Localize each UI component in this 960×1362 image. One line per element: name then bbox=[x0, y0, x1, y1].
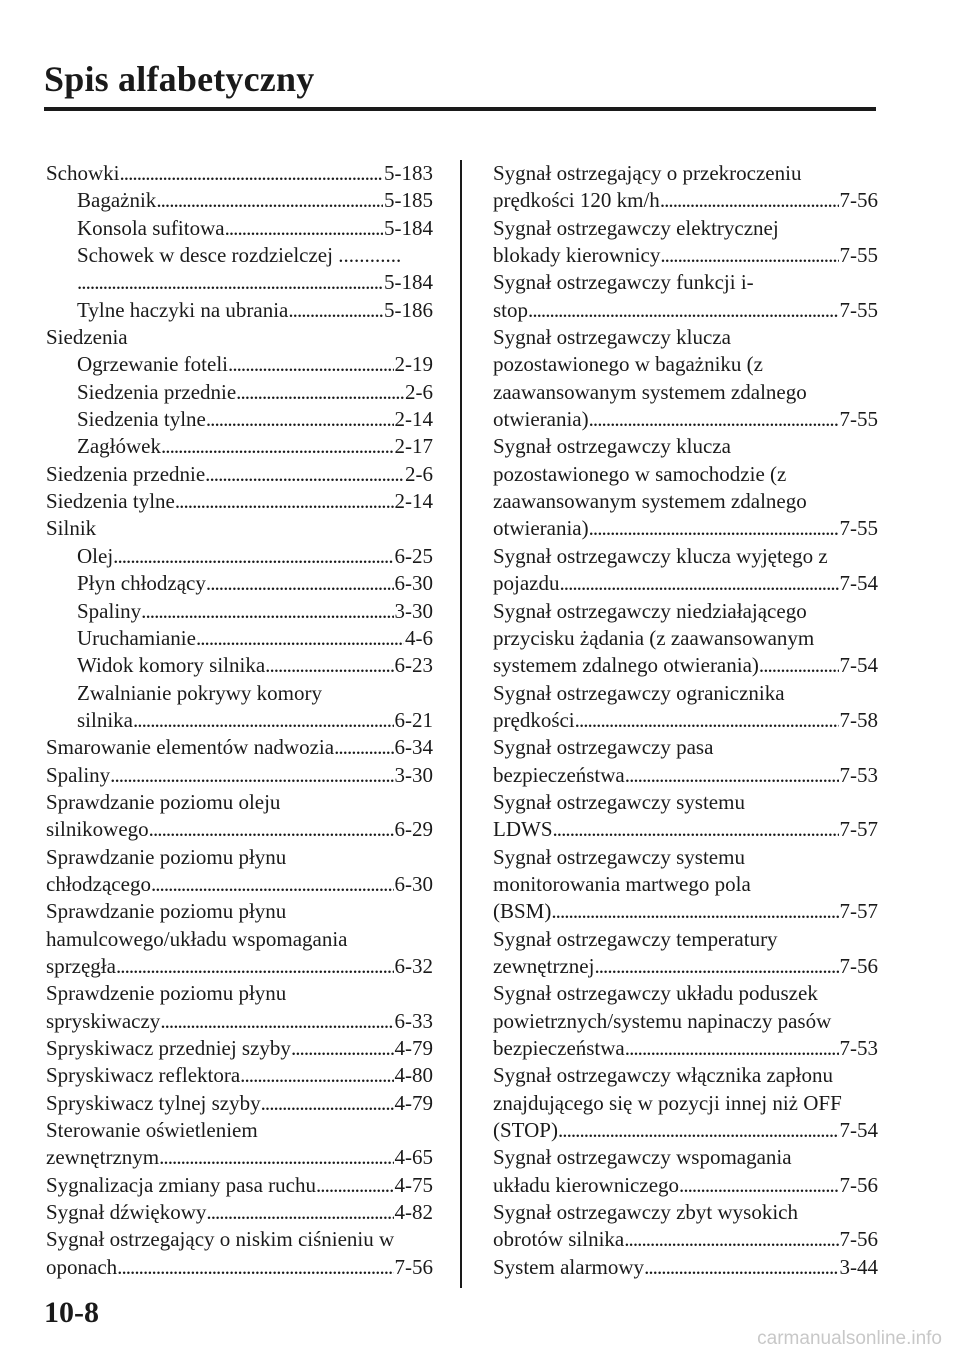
dot-leader bbox=[159, 1144, 393, 1171]
index-entry-term: Spaliny bbox=[46, 762, 111, 787]
index-entry bbox=[46, 1226, 433, 1281]
index-entry-term: pojazdu bbox=[493, 571, 560, 596]
dot-leader bbox=[660, 242, 838, 269]
index-entry bbox=[46, 515, 433, 542]
dot-leader bbox=[206, 570, 394, 597]
index-entry-page-ref: 7-56 bbox=[839, 1172, 878, 1197]
index-entry-leader-row bbox=[46, 297, 433, 324]
index-entry-line: pozostawionego w samochodzie (z bbox=[493, 461, 787, 486]
index-entry-page-ref: 5-184 bbox=[384, 270, 433, 295]
dot-leader bbox=[551, 898, 838, 925]
index-entry-page-ref: 7-55 bbox=[839, 297, 878, 322]
page-number: 10-8 bbox=[44, 1296, 99, 1329]
index-entry-term: bezpieczeństwa bbox=[493, 1036, 625, 1060]
index-entry-page-ref: 7-56 bbox=[839, 953, 878, 978]
index-entry-line: Sygnał ostrzegający o niskim ciśnieniu w bbox=[46, 1227, 395, 1252]
dot-leader bbox=[156, 187, 383, 214]
index-entry bbox=[46, 433, 433, 460]
index-entry-line: Sygnał ostrzegawczy klucza bbox=[493, 325, 731, 350]
index-entry-line: powietrznych/systemu napinaczy pasów bbox=[493, 1008, 832, 1033]
index-entry-term: prędkości bbox=[493, 707, 575, 732]
index-entry-leader-row bbox=[46, 406, 433, 433]
index-entry-line: Sprawdzanie poziomu oleju bbox=[46, 789, 281, 814]
dot-leader bbox=[141, 598, 393, 625]
index-entry-page-ref: 4-6 bbox=[405, 625, 433, 650]
index-entry-term: prędkości 120 km/h bbox=[493, 188, 660, 213]
index-entry-page-ref: 7-55 bbox=[839, 243, 878, 268]
dot-leader bbox=[759, 652, 839, 679]
dot-leader bbox=[196, 625, 404, 652]
dot-leader bbox=[265, 652, 393, 679]
index-entry bbox=[46, 297, 433, 324]
index-entry-leader-row bbox=[46, 953, 433, 980]
index-entry-leader-row bbox=[46, 625, 433, 652]
watermark: carmanualsonline.info bbox=[757, 1328, 942, 1349]
index-entry-leader-row bbox=[46, 543, 433, 570]
index-entry-page-ref: 7-58 bbox=[839, 707, 878, 732]
index-entry-term: Spaliny bbox=[77, 598, 142, 623]
column-divider bbox=[460, 160, 462, 1288]
index-entry-page-ref: 2-14 bbox=[394, 407, 433, 432]
index-entry bbox=[493, 215, 878, 270]
index-entry bbox=[46, 406, 433, 433]
dot-leader bbox=[160, 1008, 393, 1035]
index-entry-page-ref: 6-32 bbox=[394, 953, 433, 978]
index-entry-page-ref: 6-29 bbox=[394, 817, 433, 842]
dot-leader bbox=[151, 871, 394, 898]
index-entry-page-ref: 4-79 bbox=[394, 1036, 433, 1060]
index-entry-line: Sygnał ostrzegawczy temperatury bbox=[493, 926, 778, 951]
index-entry bbox=[46, 488, 433, 515]
index-entry-page-ref: 2-6 bbox=[405, 461, 433, 486]
index-entry-leader-row bbox=[493, 297, 878, 324]
index-column-right bbox=[493, 160, 878, 1281]
index-entry bbox=[46, 543, 433, 570]
index-entry-leader-row bbox=[493, 1035, 878, 1062]
index-entry-term: Siedzenia tylne bbox=[46, 489, 175, 514]
index-entry-line: hamulcowego/układu wspomagania bbox=[46, 926, 348, 951]
index-entry-leader-row bbox=[46, 433, 433, 460]
index-entry-term: otwierania) bbox=[493, 407, 589, 432]
dot-leader bbox=[660, 187, 839, 214]
dot-leader bbox=[175, 488, 394, 515]
index-entry bbox=[46, 1062, 433, 1089]
index-entry bbox=[493, 433, 878, 542]
index-entry-term: Płyn chłodzący bbox=[77, 571, 206, 596]
index-entry-term: LDWS bbox=[493, 817, 553, 842]
index-entry-line: Sygnał ostrzegawczy systemu bbox=[493, 789, 745, 814]
dot-leader bbox=[559, 570, 838, 597]
index-entry-page-ref: 4-75 bbox=[394, 1172, 433, 1197]
dot-leader bbox=[110, 762, 393, 789]
dot-leader bbox=[291, 1035, 394, 1062]
index-entry-leader-row bbox=[46, 379, 433, 406]
dot-leader bbox=[679, 1172, 838, 1199]
index-entry bbox=[493, 789, 878, 844]
index-entry bbox=[493, 1254, 878, 1281]
dot-leader bbox=[228, 351, 393, 378]
index-entry-term: Siedzenia przednie bbox=[77, 379, 237, 404]
index-entry bbox=[46, 598, 433, 625]
index-entry-leader-row bbox=[493, 652, 878, 679]
index-entry-term: obrotów silnika bbox=[493, 1227, 625, 1252]
index-entry-page-ref: 5-185 bbox=[384, 188, 433, 213]
index-entry-line: Sprawdzenie poziomu płynu bbox=[46, 981, 287, 1006]
index-entry-leader-row bbox=[493, 570, 878, 597]
index-entry bbox=[46, 570, 433, 597]
index-entry bbox=[46, 324, 433, 351]
dot-leader bbox=[589, 406, 839, 433]
index-entry-page-ref: 7-56 bbox=[394, 1254, 433, 1279]
index-entry-term: blokady kierownicy bbox=[493, 243, 661, 268]
index-entry bbox=[493, 926, 878, 981]
index-entry-leader-row bbox=[46, 269, 433, 296]
index-entry-line: Zwalnianie pokrywy komory bbox=[77, 680, 322, 705]
index-entry-term: bezpieczeństwa bbox=[493, 762, 625, 787]
index-entry-line: Sygnał ostrzegawczy wspomagania bbox=[493, 1145, 792, 1170]
index-entry-page-ref: 3-44 bbox=[839, 1254, 878, 1279]
index-entry-page-ref: 6-30 bbox=[394, 871, 433, 896]
dot-leader bbox=[206, 406, 394, 433]
index-entry-line: zaawansowanym systemem zdalnego bbox=[493, 489, 807, 514]
dot-leader bbox=[625, 762, 839, 789]
index-entry-line: Sygnał ostrzegawczy elektrycznej bbox=[493, 215, 779, 240]
dot-leader bbox=[624, 1226, 838, 1253]
dot-leader bbox=[161, 433, 394, 460]
index-entry-page-ref: 7-56 bbox=[839, 1227, 878, 1252]
index-entry-page-ref: 2-14 bbox=[394, 489, 433, 514]
index-entry-term: oponach bbox=[46, 1254, 118, 1279]
index-entry-leader-row bbox=[46, 351, 433, 378]
index-entry bbox=[46, 980, 433, 1035]
index-entry-leader-row bbox=[46, 871, 433, 898]
index-entry-leader-row bbox=[493, 762, 878, 789]
index-entry-leader-row bbox=[493, 1226, 878, 1253]
index-entry-leader-row bbox=[46, 707, 433, 734]
index-entry-line: Sygnał ostrzegający o przekroczeniu bbox=[493, 161, 802, 185]
index-entry-line: Sygnał ostrzegawczy układu poduszek bbox=[493, 981, 818, 1006]
index-entry-term: systemem zdalnego otwierania) bbox=[493, 653, 759, 678]
index-entry-line: Siedzenia bbox=[46, 325, 128, 350]
index-entry bbox=[46, 187, 433, 214]
dot-leader bbox=[120, 160, 384, 187]
index-entry-line: Sygnał ostrzegawczy niedziałającego bbox=[493, 598, 807, 623]
index-entry bbox=[46, 1199, 433, 1226]
index-entry-leader-row bbox=[493, 1117, 878, 1144]
index-entry-term: zewnętrznym bbox=[46, 1145, 160, 1170]
index-entry bbox=[46, 461, 433, 488]
index-entry-term: Smarowanie elementów nadwozia bbox=[46, 735, 335, 760]
index-entry-leader-row bbox=[493, 953, 878, 980]
index-entry-leader-row bbox=[46, 734, 433, 761]
index-entry-line: Silnik bbox=[46, 516, 97, 541]
index-entry-leader-row bbox=[46, 1090, 433, 1117]
index-entry-page-ref: 7-57 bbox=[839, 899, 878, 924]
index-entry-line: znajdującego się w pozycji innej niż OFF bbox=[493, 1090, 842, 1115]
index-entry-line: Sterowanie oświetleniem bbox=[46, 1118, 258, 1143]
index-entry-term: Schowki bbox=[46, 161, 120, 185]
dot-leader bbox=[553, 816, 839, 843]
index-entry bbox=[493, 543, 878, 598]
index-entry-term: Spryskiwacz tylnej szyby bbox=[46, 1090, 261, 1115]
index-entry-leader-row bbox=[493, 242, 878, 269]
index-entry-leader-row bbox=[46, 652, 433, 679]
dot-leader bbox=[116, 953, 394, 980]
index-entry bbox=[46, 351, 433, 378]
title-rule bbox=[44, 107, 876, 111]
dot-leader bbox=[113, 543, 393, 570]
dot-leader bbox=[240, 1062, 393, 1089]
index-entry bbox=[493, 980, 878, 1062]
dot-leader bbox=[77, 269, 383, 296]
index-entry-term: Uruchamianie bbox=[77, 625, 196, 650]
index-entry-line: Schowek w desce rozdzielczej ............ bbox=[77, 243, 402, 268]
dot-leader bbox=[236, 379, 404, 406]
index-entry bbox=[493, 1062, 878, 1144]
index-entry bbox=[493, 598, 878, 680]
index-entry-line: Sygnał ostrzegawczy pasa bbox=[493, 735, 714, 760]
index-entry-leader-row bbox=[46, 598, 433, 625]
index-entry-page-ref: 4-82 bbox=[394, 1200, 433, 1225]
index-entry-term: (STOP) bbox=[493, 1118, 558, 1143]
index-entry-term: System alarmowy bbox=[493, 1254, 645, 1279]
index-entry bbox=[46, 1090, 433, 1117]
index-entry-line: Sygnał ostrzegawczy włącznika zapłonu bbox=[493, 1063, 833, 1088]
dot-leader bbox=[133, 707, 394, 734]
index-entry-leader-row bbox=[46, 187, 433, 214]
index-entry bbox=[493, 269, 878, 324]
index-entry bbox=[46, 1117, 433, 1172]
index-entry-page-ref: 7-56 bbox=[839, 188, 878, 213]
dot-leader bbox=[644, 1254, 838, 1281]
index-entry-line: Sygnał ostrzegawczy zbyt wysokich bbox=[493, 1200, 799, 1225]
index-entry-page-ref: 7-54 bbox=[839, 1118, 878, 1143]
dot-leader bbox=[625, 1035, 839, 1062]
index-entry-leader-row bbox=[46, 570, 433, 597]
dot-leader bbox=[225, 215, 383, 242]
index-entry-page-ref: 2-17 bbox=[394, 434, 433, 459]
index-entry-term: Spryskiwacz reflektora bbox=[46, 1063, 241, 1088]
index-entry-page-ref: 7-55 bbox=[839, 516, 878, 541]
index-column-left bbox=[46, 160, 433, 1281]
index-entry-page-ref: 5-184 bbox=[384, 215, 433, 240]
index-entry-page-ref: 6-21 bbox=[394, 707, 433, 732]
index-entry-term: Sygnał dźwiękowy bbox=[46, 1200, 207, 1225]
index-entry bbox=[46, 652, 433, 679]
index-entry-term: układu kierowniczego bbox=[493, 1172, 680, 1197]
index-entry-page-ref: 2-6 bbox=[405, 379, 433, 404]
index-entry bbox=[46, 680, 433, 735]
dot-leader bbox=[288, 297, 383, 324]
index-entry-leader-row bbox=[46, 1254, 433, 1281]
index-entry-page-ref: 4-65 bbox=[394, 1145, 433, 1170]
dot-leader bbox=[149, 816, 394, 843]
index-entry bbox=[493, 1144, 878, 1199]
index-entry-term: spryskiwaczy bbox=[46, 1008, 161, 1033]
index-entry bbox=[493, 734, 878, 789]
index-entry-page-ref: 7-55 bbox=[839, 407, 878, 432]
index-entry-page-ref: 6-30 bbox=[394, 571, 433, 596]
index-entry-page-ref: 6-34 bbox=[394, 735, 433, 760]
index-entry-leader-row bbox=[493, 515, 878, 542]
index-entry bbox=[46, 789, 433, 844]
index-entry-line: przycisku żądania (z zaawansowanym bbox=[493, 625, 815, 650]
index-entry bbox=[46, 734, 433, 761]
index-entry-page-ref: 7-54 bbox=[839, 653, 878, 678]
dot-leader bbox=[205, 461, 404, 488]
index-entry-term: zewnętrznej bbox=[493, 953, 595, 978]
index-entry-line: Sprawdzanie poziomu płynu bbox=[46, 899, 287, 924]
index-entry-leader-row bbox=[46, 160, 433, 187]
index-entry-term: (BSM) bbox=[493, 899, 552, 924]
index-entry bbox=[46, 762, 433, 789]
index-entry-term: stop bbox=[493, 297, 529, 322]
index-entry bbox=[46, 379, 433, 406]
index-entry-leader-row bbox=[493, 816, 878, 843]
index-entry-line: monitorowania martwego pola bbox=[493, 871, 751, 896]
index-entry-leader-row bbox=[46, 488, 433, 515]
index-entry-leader-row bbox=[46, 1144, 433, 1171]
index-entry-term: sprzęgła bbox=[46, 953, 116, 978]
index-entry-term: otwierania) bbox=[493, 516, 589, 541]
index-entry-page-ref: 5-186 bbox=[384, 297, 433, 322]
index-entry-line: zaawansowanym systemem zdalnego bbox=[493, 379, 807, 404]
index-entry bbox=[46, 625, 433, 652]
index-entry-leader-row bbox=[46, 1172, 433, 1199]
index-entry bbox=[46, 160, 433, 187]
dot-leader bbox=[528, 297, 838, 324]
index-entry-leader-row bbox=[46, 816, 433, 843]
index-entry-leader-row bbox=[493, 1172, 878, 1199]
dot-leader bbox=[117, 1254, 393, 1281]
index-entry bbox=[46, 215, 433, 242]
index-entry-term: Olej bbox=[77, 543, 114, 568]
dot-leader bbox=[206, 1199, 393, 1226]
index-entry-line: Sygnał ostrzegawczy ogranicznika bbox=[493, 680, 785, 705]
dot-leader bbox=[316, 1172, 394, 1199]
index-entry-page-ref: 4-80 bbox=[394, 1063, 433, 1088]
index-entry-term: Zagłówek bbox=[77, 434, 161, 459]
page-title: Spis alfabetyczny bbox=[44, 59, 315, 99]
dot-leader bbox=[594, 953, 838, 980]
dot-leader bbox=[558, 1117, 839, 1144]
index-entry-page-ref: 3-30 bbox=[394, 598, 433, 623]
index-entry-page-ref: 7-57 bbox=[839, 817, 878, 842]
index-entry bbox=[493, 844, 878, 926]
index-entry bbox=[46, 1035, 433, 1062]
index-entry-leader-row bbox=[46, 1008, 433, 1035]
dot-leader bbox=[589, 515, 839, 542]
index-entry bbox=[46, 1172, 433, 1199]
index-entry bbox=[46, 242, 433, 297]
index-entry-term: Sygnalizacja zmiany pasa ruchu bbox=[46, 1172, 316, 1197]
index-entry-page-ref: 5-183 bbox=[384, 161, 433, 185]
index-entry-leader-row bbox=[46, 1062, 433, 1089]
index-entry-line: Sprawdzanie poziomu płynu bbox=[46, 844, 287, 869]
index-entry-leader-row bbox=[493, 707, 878, 734]
index-entry-term: Widok komory silnika bbox=[77, 653, 266, 678]
index-entry bbox=[493, 324, 878, 433]
index-entry bbox=[493, 680, 878, 735]
dot-leader bbox=[261, 1090, 394, 1117]
index-entry-term: Tylne haczyki na ubrania bbox=[77, 297, 289, 322]
index-entry-line: Sygnał ostrzegawczy klucza wyjętego z bbox=[493, 543, 828, 568]
index-entry-leader-row bbox=[46, 215, 433, 242]
index-entry-page-ref: 3-30 bbox=[394, 762, 433, 787]
index-entry-term: Ogrzewanie foteli bbox=[77, 352, 229, 377]
index-entry bbox=[46, 844, 433, 899]
index-entry-leader-row bbox=[493, 187, 878, 214]
index-entry-leader-row bbox=[46, 1035, 433, 1062]
index-entry-term: Siedzenia tylne bbox=[77, 407, 206, 432]
dot-leader bbox=[334, 734, 393, 761]
index-entry bbox=[46, 898, 433, 980]
index-entry bbox=[493, 160, 878, 215]
index-entry-page-ref: 6-25 bbox=[394, 543, 433, 568]
index-entry-page-ref: 6-23 bbox=[394, 653, 433, 678]
index-entry-term: Siedzenia przednie bbox=[46, 461, 206, 486]
index-entry-line: Sygnał ostrzegawczy funkcji i- bbox=[493, 270, 754, 295]
index-entry-line: Sygnał ostrzegawczy systemu bbox=[493, 844, 745, 869]
index-entry-leader-row bbox=[46, 1199, 433, 1226]
index-entry-term: silnika bbox=[77, 707, 133, 732]
index-entry-page-ref: 4-79 bbox=[394, 1090, 433, 1115]
index-entry-page-ref: 2-19 bbox=[394, 352, 433, 377]
index-entry-line: pozostawionego w bagażniku (z bbox=[493, 352, 763, 377]
index-entry-term: Bagażnik bbox=[77, 188, 157, 213]
index-entry-leader-row bbox=[493, 1254, 878, 1281]
index-entry-page-ref: 7-54 bbox=[839, 571, 878, 596]
index-entry-line: Sygnał ostrzegawczy klucza bbox=[493, 434, 731, 459]
index-entry-page-ref: 7-53 bbox=[839, 1036, 878, 1060]
index-entry-leader-row bbox=[493, 898, 878, 925]
index-entry-page-ref: 7-53 bbox=[839, 762, 878, 787]
index-entry bbox=[493, 1199, 878, 1254]
index-entry-term: silnikowego bbox=[46, 817, 149, 842]
index-entry-leader-row bbox=[46, 762, 433, 789]
index-entry-leader-row bbox=[493, 406, 878, 433]
dot-leader bbox=[575, 707, 839, 734]
index-entry-leader-row bbox=[46, 461, 433, 488]
index-entry-page-ref: 6-33 bbox=[394, 1008, 433, 1033]
index-entry-term: Konsola sufitowa bbox=[77, 215, 225, 240]
index-entry-term: Spryskiwacz przedniej szyby bbox=[46, 1036, 291, 1060]
index-entry-term: chłodzącego bbox=[46, 871, 151, 896]
